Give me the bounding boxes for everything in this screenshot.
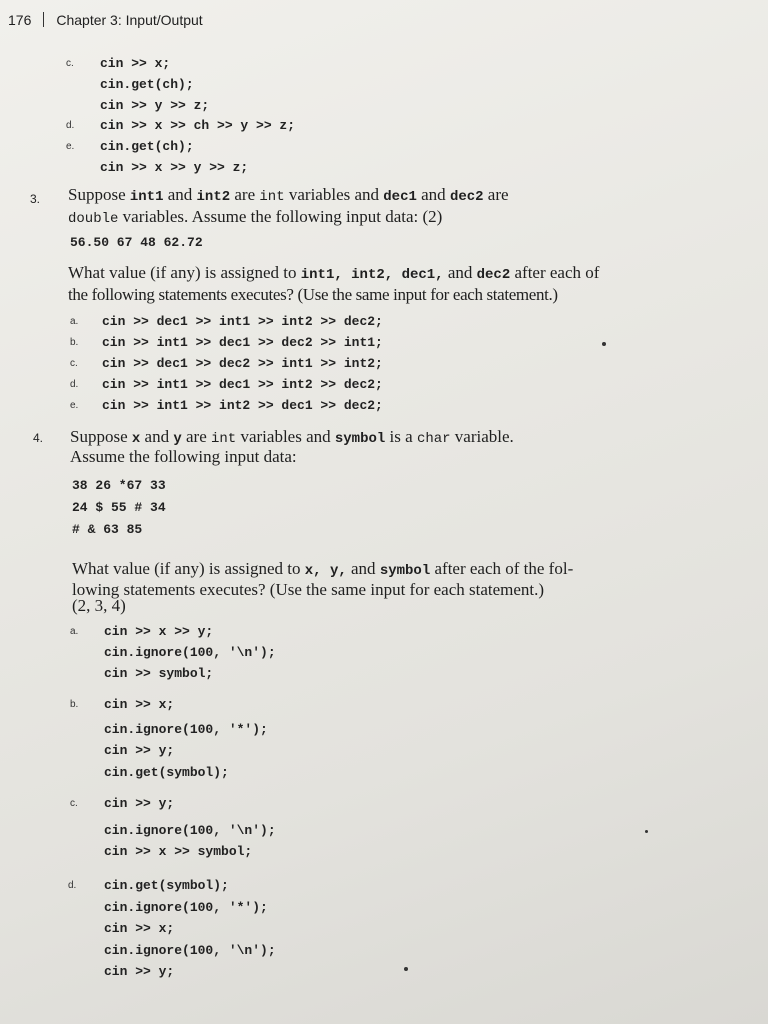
- item-label: d.: [66, 120, 75, 131]
- item-label: d.: [70, 379, 79, 390]
- ink-speck: [645, 830, 648, 833]
- code-line: cin.ignore(100, '*');: [104, 722, 268, 737]
- chapter-title: Chapter 3: Input/Output: [56, 12, 203, 28]
- header-divider: [43, 12, 44, 27]
- input-data: # & 63 85: [72, 522, 143, 537]
- code-line: cin >> int1 >> dec1 >> int2 >> dec2;: [102, 377, 383, 392]
- question-text-line: the following statements executes? (Use the same input for each statement.): [68, 285, 558, 304]
- code-line: cin.ignore(100, '*');: [104, 900, 268, 915]
- item-label: c.: [70, 358, 78, 369]
- input-data: 56.50 67 48 62.72: [70, 235, 203, 250]
- code-line: cin.get(symbol);: [104, 765, 229, 780]
- code-line: cin >> x >> symbol;: [104, 844, 253, 859]
- code-line: cin >> x >> y >> z;: [100, 160, 249, 175]
- code-line: cin >> symbol;: [104, 666, 214, 681]
- question-text-line: What value (if any) is assigned to x, y, and symbol after each of the fol-: [72, 559, 574, 579]
- question-number: 4.: [33, 431, 44, 445]
- code-line: cin >> y;: [104, 743, 175, 758]
- question-text-line: double variables. Assume the following input data: (2): [68, 207, 443, 227]
- ink-speck: [602, 342, 606, 346]
- item-label: e.: [66, 141, 75, 152]
- question-text-line: Assume the following input data:: [70, 447, 297, 466]
- code-line: cin >> x >> ch >> y >> z;: [100, 118, 296, 133]
- code-line: cin.ignore(100, '\n');: [104, 645, 276, 660]
- question-text-line: lowing statements executes? (Use the same input for each statement.): [72, 580, 545, 599]
- question-number: 3.: [30, 192, 41, 206]
- item-label: b.: [70, 699, 79, 710]
- question-text-line: (2, 3, 4): [72, 596, 126, 615]
- code-line: cin >> y >> z;: [100, 98, 210, 113]
- code-line: cin.ignore(100, '\n');: [104, 943, 276, 958]
- question-text-line: Suppose x and y are int variables and symbol is a char variable.: [70, 427, 514, 447]
- code-line: cin.get(symbol);: [104, 878, 229, 893]
- code-line: cin >> x;: [104, 921, 175, 936]
- ink-speck: [404, 967, 408, 971]
- page-header: [8, 12, 203, 28]
- item-label: b.: [70, 337, 79, 348]
- code-line: cin >> dec1 >> dec2 >> int1 >> int2;: [102, 356, 383, 371]
- question-text-line: Suppose int1 and int2 are int variables and dec1 and dec2 are: [68, 185, 509, 205]
- code-line: cin >> int1 >> dec1 >> dec2 >> int1;: [102, 335, 383, 350]
- code-line: cin >> dec1 >> int1 >> int2 >> dec2;: [102, 314, 383, 329]
- code-line: cin.get(ch);: [100, 77, 194, 92]
- page-number: 176: [8, 12, 32, 28]
- code-line: cin >> x;: [100, 56, 171, 71]
- code-line: cin.get(ch);: [100, 139, 194, 154]
- item-label: a.: [70, 316, 79, 327]
- item-label: e.: [70, 400, 79, 411]
- question-text-line: What value (if any) is assigned to int1, int2, dec1, and dec2 after each of: [68, 263, 600, 283]
- code-line: cin >> y;: [104, 796, 175, 811]
- input-data: 24 $ 55 # 34: [72, 500, 166, 515]
- item-label: c.: [70, 798, 78, 809]
- code-line: cin >> x >> y;: [104, 624, 214, 639]
- code-line: cin >> y;: [104, 964, 175, 979]
- item-label: d.: [68, 880, 77, 891]
- code-line: cin >> int1 >> int2 >> dec1 >> dec2;: [102, 398, 383, 413]
- code-line: cin.ignore(100, '\n');: [104, 823, 276, 838]
- item-label: a.: [70, 626, 79, 637]
- code-line: cin >> x;: [104, 697, 175, 712]
- input-data: 38 26 *67 33: [72, 478, 166, 493]
- item-label: c.: [66, 58, 74, 69]
